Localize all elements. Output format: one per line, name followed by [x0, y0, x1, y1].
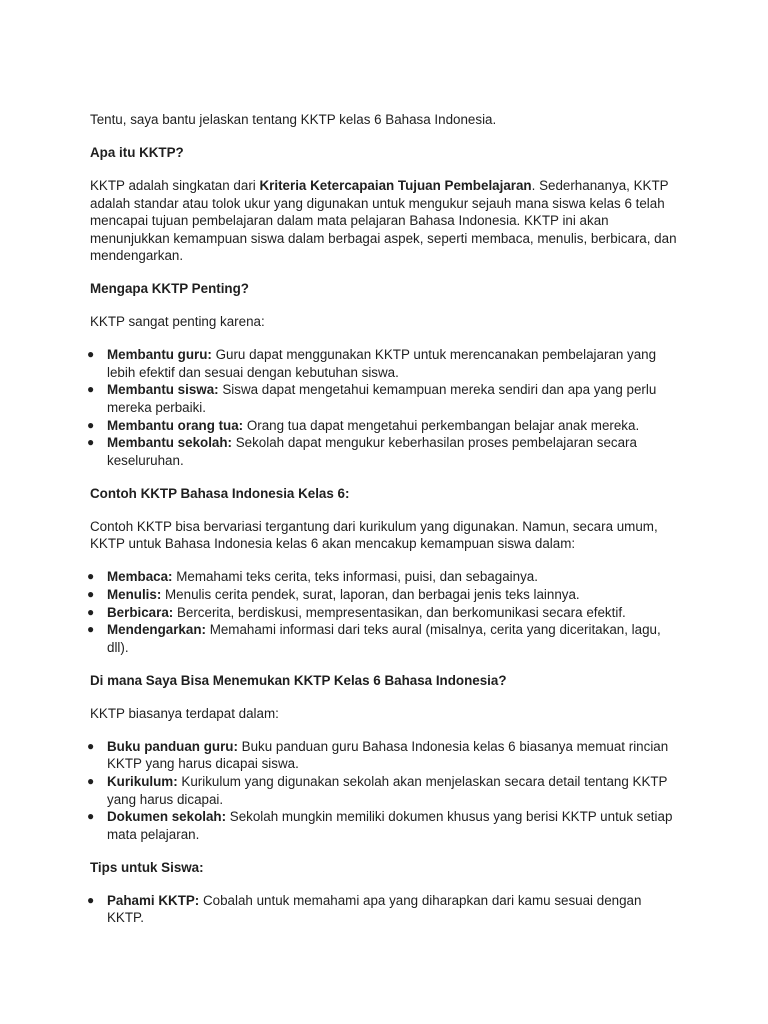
bullet-icon: ● [87, 773, 95, 788]
list-item [87, 381, 678, 416]
bullet-icon: ● [87, 587, 95, 601]
section-heading-tips: Tips untuk Siswa: [90, 859, 204, 875]
list-item [87, 417, 678, 435]
where-intro: KKTP biasanya terdapat dalam: [90, 705, 279, 721]
definition-text-pre: KKTP adalah singkatan dari [90, 177, 260, 193]
list-item-text: Sekolah dapat mengukur keberhasilan proses pembelajaran secara keseluruhan. [107, 435, 637, 468]
list-item-label: Membantu siswa: [107, 382, 219, 398]
list-item-label: Membantu orang tua: [107, 417, 244, 433]
list-item [87, 773, 678, 808]
list-item-text: Bercerita, berdiskusi, mempresentasikan, dan berkomunikasi secara efektif. [173, 604, 626, 620]
bullet-icon: ● [87, 347, 95, 362]
intro-paragraph: Tentu, saya bantu jelaskan tentang KKTP kelas 6 Bahasa Indonesia. [90, 112, 497, 127]
examples-intro: Contoh KKTP bisa bervariasi tergantung dari kurikulum yang digunakan. Namun, secara umum, KKTP untuk Bahasa Indonesia kelas 6 akan mencakup kemampuan siswa dalam: [90, 518, 658, 552]
list-item [87, 621, 678, 656]
bullet-icon: ● [87, 417, 95, 432]
list-item-label: Mendengarkan: [107, 622, 206, 638]
examples-list [87, 568, 678, 656]
list-item [87, 568, 678, 586]
bullet-icon: ● [87, 892, 95, 907]
list-item-text: Orang tua dapat mengetahui perkembangan belajar anak mereka. [243, 417, 640, 433]
bullet-icon: ● [87, 738, 95, 753]
definition-term: Kriteria Ketercapaian Tujuan Pembelajaran [259, 177, 532, 193]
list-item-label: Membantu guru: [107, 347, 212, 363]
bullet-icon: ● [87, 809, 95, 824]
bullet-icon: ● [87, 622, 95, 637]
list-item-label: Berbicara: [107, 604, 174, 620]
importance-list [87, 346, 678, 469]
list-item-text: Menulis cerita pendek, surat, laporan, dan berbagai jenis teks lainnya. [161, 587, 580, 602]
tips-list [87, 892, 678, 927]
list-item-text: Siswa dapat mengetahui kemampuan mereka sendiri dan apa yang perlu mereka perbaiki. [107, 382, 657, 416]
list-item [87, 892, 678, 927]
importance-intro: KKTP sangat penting karena: [90, 314, 265, 330]
list-item-label: Membaca: [107, 569, 173, 585]
section-heading-examples: Contoh KKTP Bahasa Indonesia Kelas 6: [90, 485, 350, 501]
list-item [87, 604, 678, 622]
bullet-icon: ● [87, 382, 95, 397]
list-item-text: Sekolah mungkin memiliki dokumen khusus yang berisi KKTP untuk setiap mata pelajaran. [107, 809, 673, 842]
list-item [87, 808, 678, 843]
list-item-label: Kurikulum: [107, 773, 178, 789]
list-item-text: Memahami informasi dari teks aural (misalnya, cerita yang diceritakan, lagu, dll). [107, 622, 661, 655]
list-item-label: Buku panduan guru: [107, 738, 238, 754]
list-item-text: Guru dapat menggunakan KKTP untuk merencanakan pembelajaran yang lebih efektif dan sesuai dengan kebutuhan siswa. [107, 347, 657, 380]
list-item-text: Cobalah untuk memahami apa yang diharapkan dari kamu sesuai dengan KKTP. [107, 892, 642, 926]
section-heading-why-important: Mengapa KKTP Penting? [90, 281, 249, 297]
definition-text-post: . Sederhananya, KKTP adalah standar atau tolok ukur yang digunakan untuk mengukur sejauh mana siswa kelas 6 telah mencapai tujuan pembelajaran dalam mata pelajaran Bahasa Indonesia. KKTP ini akan menunjukkan kemampuan siswa dalam berbagai aspek, seperti membaca, menulis, berbicara, dan mendengarkan. [90, 177, 677, 264]
bullet-icon: ● [87, 604, 95, 619]
section-heading-what-is-kktp: Apa itu KKTP? [90, 144, 184, 160]
list-item-text: Buku panduan guru Bahasa Indonesia kelas 6 biasanya memuat rincian KKTP yang harus dicapai siswa. [107, 738, 669, 772]
bullet-icon: ● [87, 569, 95, 584]
list-item-label: Membantu sekolah: [107, 435, 233, 451]
list-item [87, 434, 678, 469]
list-item [87, 586, 678, 604]
list-item [87, 346, 678, 381]
sources-list [87, 738, 678, 844]
list-item-text: Memahami teks cerita, teks informasi, puisi, dan sebagainya. [172, 569, 538, 585]
definition-paragraph [90, 177, 678, 265]
list-item-label: Pahami KKTP: [107, 892, 200, 908]
section-heading-where-to-find: Di mana Saya Bisa Menemukan KKTP Kelas 6 Bahasa Indonesia? [90, 672, 507, 688]
list-item-label: Dokumen sekolah: [107, 809, 227, 825]
bullet-icon: ● [87, 435, 95, 450]
list-item-label: Menulis: [107, 587, 162, 602]
list-item-text: Kurikulum yang digunakan sekolah akan menjelaskan secara detail tentang KKTP yang harus dicapai. [107, 773, 668, 807]
list-item [87, 738, 678, 773]
